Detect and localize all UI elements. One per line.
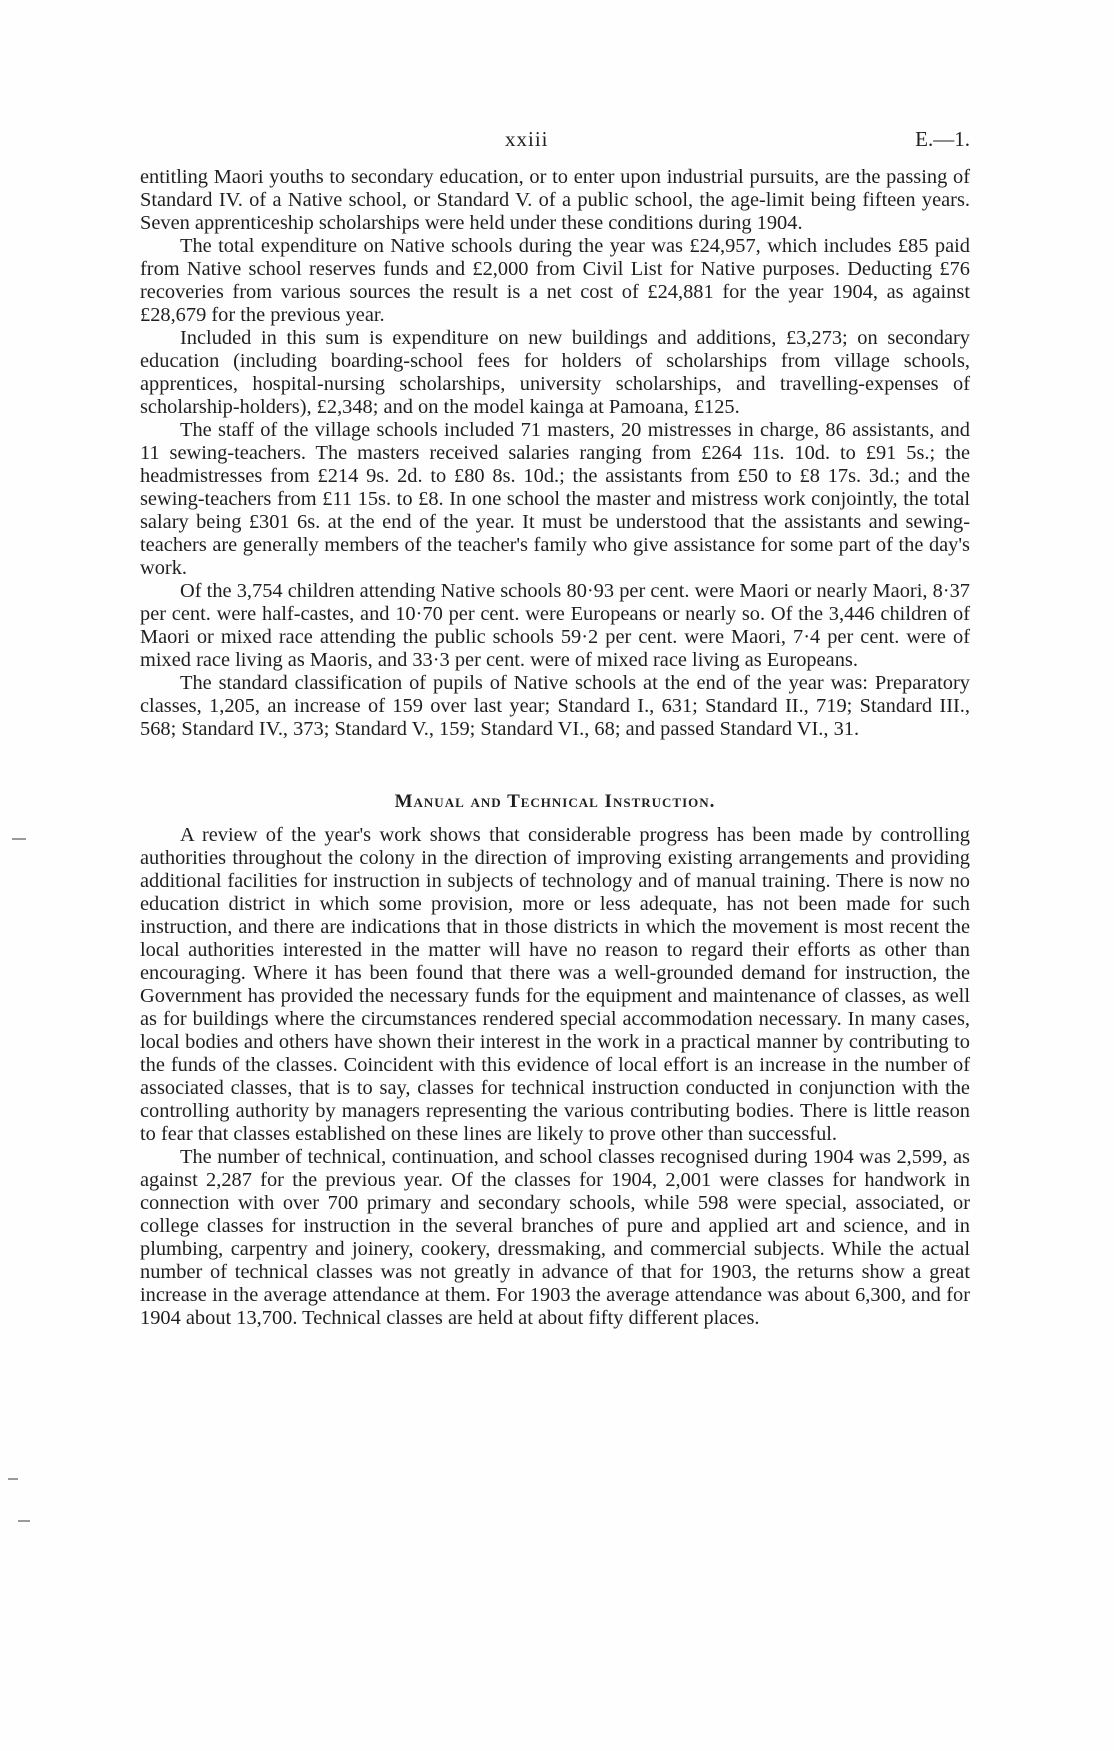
section-heading: Manual and Technical Instruction. — [394, 791, 716, 812]
page-number: xxiii — [505, 127, 549, 151]
paragraph: entitling Maori youths to secondary education, or to enter upon industrial pursuits, are the passing of Standard IV. of a Native school, or Standard V. of a public school, the age-limit being fifteen years. Seven apprenticeship scholarships were held under these conditions during 1904. — [140, 166, 970, 234]
paragraph: Included in this sum is expenditure on new buildings and additions, £3,273; on secondary education (including boarding-school fees for holders of scholarships from village schools, apprentices, hospital-nursing scholarships, university scholarships, and travelling-expenses of scholarship-holders), £2,348; and on the model kainga at Pamoana, £125. — [140, 327, 970, 418]
scan-margin-mark — [8, 1478, 18, 1480]
paragraph: The standard classification of pupils of Native schools at the end of the year was: Preparatory classes, 1,205, an increase of 159 over last year; Standard I., 631; Standard II., 719; Standard III., 568; Standard IV., 373; Standard V., 159; Standard VI., 68; and passed Standard VI., 31. — [140, 672, 970, 740]
paragraph: The staff of the village schools included 71 masters, 20 mistresses in charge, 86 assistants, and 11 sewing-teachers. The masters received salaries ranging from £264 11s. 10d. to £91 5s.; the headmistresses from £214 9s. 2d. to £80 8s. 10d.; the assistants from £50 to £8 17s. 3d.; and the sewing-teachers from £11 15s. to £8. In one school the master and mistress work conjointly, the total salary being £301 6s. at the end of the year. It must be understood that the assistants and sewing-teachers are generally members of the teacher's family who give assistance for some part of the day's work. — [140, 419, 970, 579]
paragraph: The total expenditure on Native schools during the year was £24,957, which includes £85 paid from Native school reserves funds and £2,000 from Civil List for Native purposes. Deducting £76 recoveries from various sources the result is a net cost of £24,881 for the year 1904, as against £28,679 for the previous year. — [140, 235, 970, 326]
running-header — [0, 124, 1114, 154]
main-text — [140, 166, 970, 1330]
paragraph: The number of technical, continuation, and school classes recognised during 1904 was 2,599, as against 2,287 for the previous year. Of the classes for 1904, 2,001 were classes for handwork in connection with over 700 primary and secondary schools, while 598 were special, associated, or college classes for instruction in the several branches of pure and applied art and science, and in plumbing, carpentry and joinery, cookery, dressmaking, and commercial subjects. While the actual number of technical classes was not greatly in advance of that for 1903, the returns show a great increase in the average attendance at them. For 1903 the average attendance was about 6,300, and for 1904 about 13,700. Technical classes are held at about fifty different places. — [140, 1146, 970, 1329]
scan-margin-mark — [12, 838, 26, 840]
paragraph: Of the 3,754 children attending Native schools 80·93 per cent. were Maori or nearly Maori, 8·37 per cent. were half-castes, and 10·70 per cent. were Europeans or nearly so. Of the 3,446 children of Maori or mixed race attending the public schools 59·2 per cent. were Maori, 7·4 per cent. were of mixed race living as Maoris, and 33·3 per cent. were of mixed race living as Europeans. — [140, 580, 970, 671]
series-code: E.—1. — [915, 127, 970, 151]
paragraph: A review of the year's work shows that considerable progress has been made by controlling authorities throughout the colony in the direction of improving existing arrangements and providing additional facilities for instruction in subjects of technology and of manual training. There is now no education district in which some provision, more or less adequate, has not been made for such instruction, and there are indications that in those districts in which the movement is most recent the local authorities interested in the matter will have no reason to regard their efforts as other than encouraging. Where it has been found that there was a well-grounded demand for instruction, the Government has provided the necessary funds for the equipment and maintenance of classes, as well as for buildings where the circumstances rendered special accommodation necessary. In many cases, local bodies and others have shown their interest in the work in a practical manner by contributing to the funds of the classes. Coincident with this evidence of local effort is an increase in the number of associated classes, that is to say, classes for technical instruction conducted in conjunction with the controlling authority by managers representing the various contributing bodies. There is little reason to fear that classes established on these lines are likely to prove other than successful. — [140, 824, 970, 1145]
scan-margin-mark — [18, 1520, 30, 1522]
